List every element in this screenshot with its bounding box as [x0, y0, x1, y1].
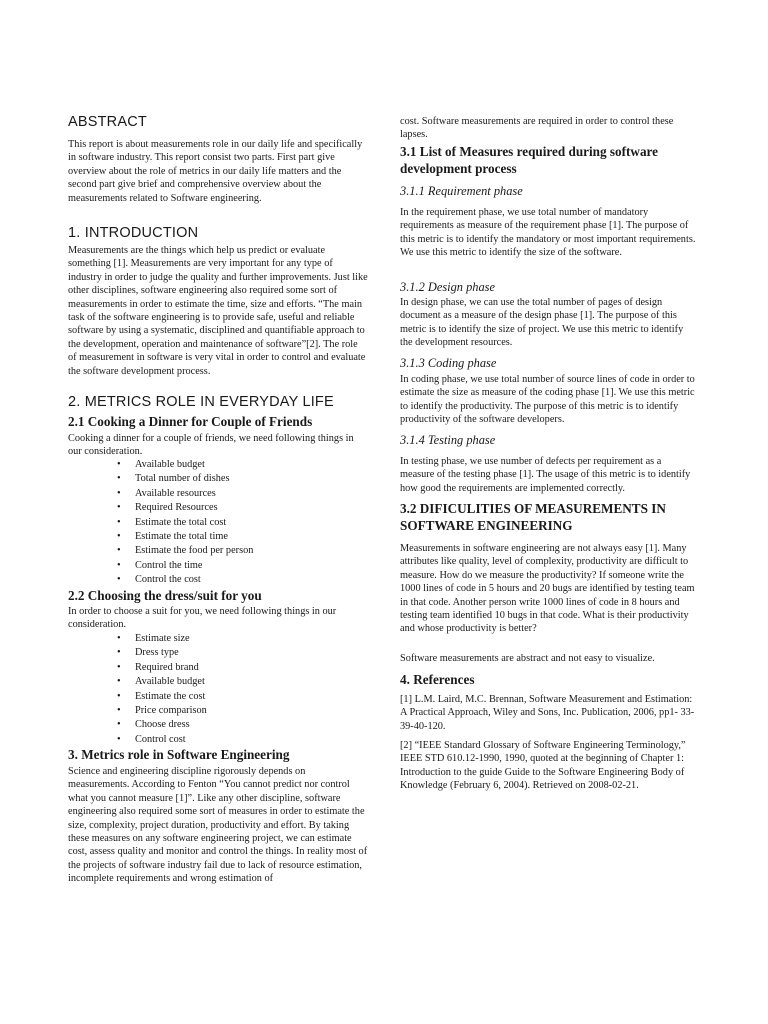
cooking-dinner-text: Cooking a dinner for a couple of friends, we need following things in our consideration. [68, 433, 354, 458]
metrics-software-engineering-text: Science and engineering discipline rigorously depends on measurements. According to Fenton “You cannot predict nor control what you cannot measure [1]”. Like any other discipline, software engineering also required some sort of measures in order to estimate the size, complexity, project duration, productivity and effort. By taking these measures on any software engineering project, we can estimate cost, assess quality and monitor and control the things. In reality most of the projects of software industry fail due to lack of resource estimation, incomplete requirements and wrong estimation of [68, 766, 368, 885]
list-item: • Estimate the food per person [68, 544, 368, 558]
list-item: • Choose dress [68, 718, 368, 732]
difficulties-text-2: Software measurements are abstract and not easy to visualize. [400, 653, 655, 664]
design-phase-text: In design phase, we can use the total number of pages of design document as a measure of the design phase [1]. The purpose of this metric is to identify the size of project. We use this metric to identify the development resources. [400, 297, 684, 349]
metrics-role-heading: 2. METRICS ROLE IN EVERYDAY LIFE [68, 394, 334, 410]
coding-phase-heading: 3.1.3 Coding phase [400, 356, 497, 370]
choosing-dress-heading: 2.2 Choosing the dress/suit for you [68, 588, 262, 603]
introduction-heading: 1. INTRODUCTION [68, 225, 199, 241]
testing-phase-heading: 3.1.4 Testing phase [400, 433, 496, 447]
list-item: • Required brand [68, 661, 368, 675]
list-item: • Dress type [68, 646, 368, 660]
design-phase-heading: 3.1.2 Design phase [400, 280, 495, 294]
list-item: • Price comparison [68, 704, 368, 718]
list-item: • Total number of dishes [68, 472, 368, 486]
requirement-phase-heading: 3.1.1 Requirement phase [400, 184, 523, 198]
introduction-text: Measurements are the things which help us predict or evaluate something [1]. Measurements are very important for any type of industry in order to judge the quality and further improvements. Just like other disciplines, software engineering also required some sort of measurements in order to estimate the time, size and efforts. “The main task of the software engineering is to provide safe, useful and reliable software by using a systematic, disciplined and quantifiable approach to the development, operation and maintenance of software”[2]. The role of measurement in software is very vital in order to control and evaluate the software development process. [68, 245, 368, 377]
references-heading: 4. References [400, 672, 475, 687]
difficulties-heading: 3.2 DIFICULITIES OF MEASUREMENTS IN SOFTWARE ENGINEERING [400, 501, 666, 533]
list-item: • Available budget [68, 675, 368, 689]
choosing-dress-text: In order to choose a suit for you, we need following things in our consideration. [68, 606, 337, 631]
cooking-dinner-heading: 2.1 Cooking a Dinner for Couple of Friends [68, 414, 313, 429]
list-item: • Estimate the total time [68, 530, 368, 544]
abstract-text: This report is about measurements role in our daily life and specifically in software industry. This report consist two parts. First part give overview about the role of metrics in our daily life matters and the second part give brief and comprehensive overview about the measurements related to Software engineering. [68, 139, 363, 204]
continued-text: cost. Software measurements are required in order to control these lapses. [400, 116, 674, 141]
cooking-list [68, 458, 368, 588]
reference-2: [2] “IEEE Standard Glossary of Software Engineering Terminology,” IEEE STD 610.12-1990, 1990, quoted at the beginning of Chapter 1: Introduction to the guide Guide to the Software Engineering Body of Knowledge (February 6, 2004). Retrieved on 2008-02-21. [400, 740, 686, 792]
list-item: • Available resources [68, 487, 368, 501]
list-of-measures-heading: 3.1 List of Measures required during software development process [400, 144, 659, 176]
metrics-software-engineering-heading: 3. Metrics role in Software Engineering [68, 747, 290, 762]
requirement-phase-text: In the requirement phase, we use total number of mandatory requirements as measure of the requirement phase [1]. The purpose of this metric is to identify the mandatory or most important requirements. We use this metric to identify the size of the software. [400, 207, 696, 259]
list-item: • Available budget [68, 458, 368, 472]
reference-1: [1] L.M. Laird, M.C. Brennan, Software Measurement and Estimation: A Practical Approach, Wiley and Sons, Inc. Publication, 2006, pp1- 33-39-40-120. [400, 694, 695, 732]
list-item: • Control the cost [68, 573, 368, 587]
list-item: • Estimate the total cost [68, 516, 368, 530]
list-item: • Required Resources [68, 501, 368, 515]
list-item: • Control cost [68, 733, 368, 747]
list-item: • Control the time [68, 559, 368, 573]
list-item: • Estimate the cost [68, 690, 368, 704]
testing-phase-text: In testing phase, we use number of defects per requirement as a measure of the testing phase [1]. The usage of this metric is to identify how good the requirements are implemented correctly. [400, 456, 691, 494]
dress-list [68, 632, 368, 747]
abstract-heading: ABSTRACT [68, 114, 147, 130]
coding-phase-text: In coding phase, we use total number of source lines of code in order to estimate the size as measure of the coding phase [1]. We use this metric to identify the productivity. The purpose of this metric is to identify productivity of the software developers. [400, 374, 695, 426]
difficulties-text: Measurements in software engineering are not always easy [1]. Many attributes like quality, level of complexity, productivity are difficult to measure. How do we measure the productivity? If someone write the 1000 lines of code in 5 hours and 20 bugs are identified by testing team in that code. Another person write 1000 lines of code in 8 hours and testing team identified 10 bugs in that code. What is their productivity and whose productivity is better? [400, 543, 695, 635]
list-item: • Estimate size [68, 632, 368, 646]
